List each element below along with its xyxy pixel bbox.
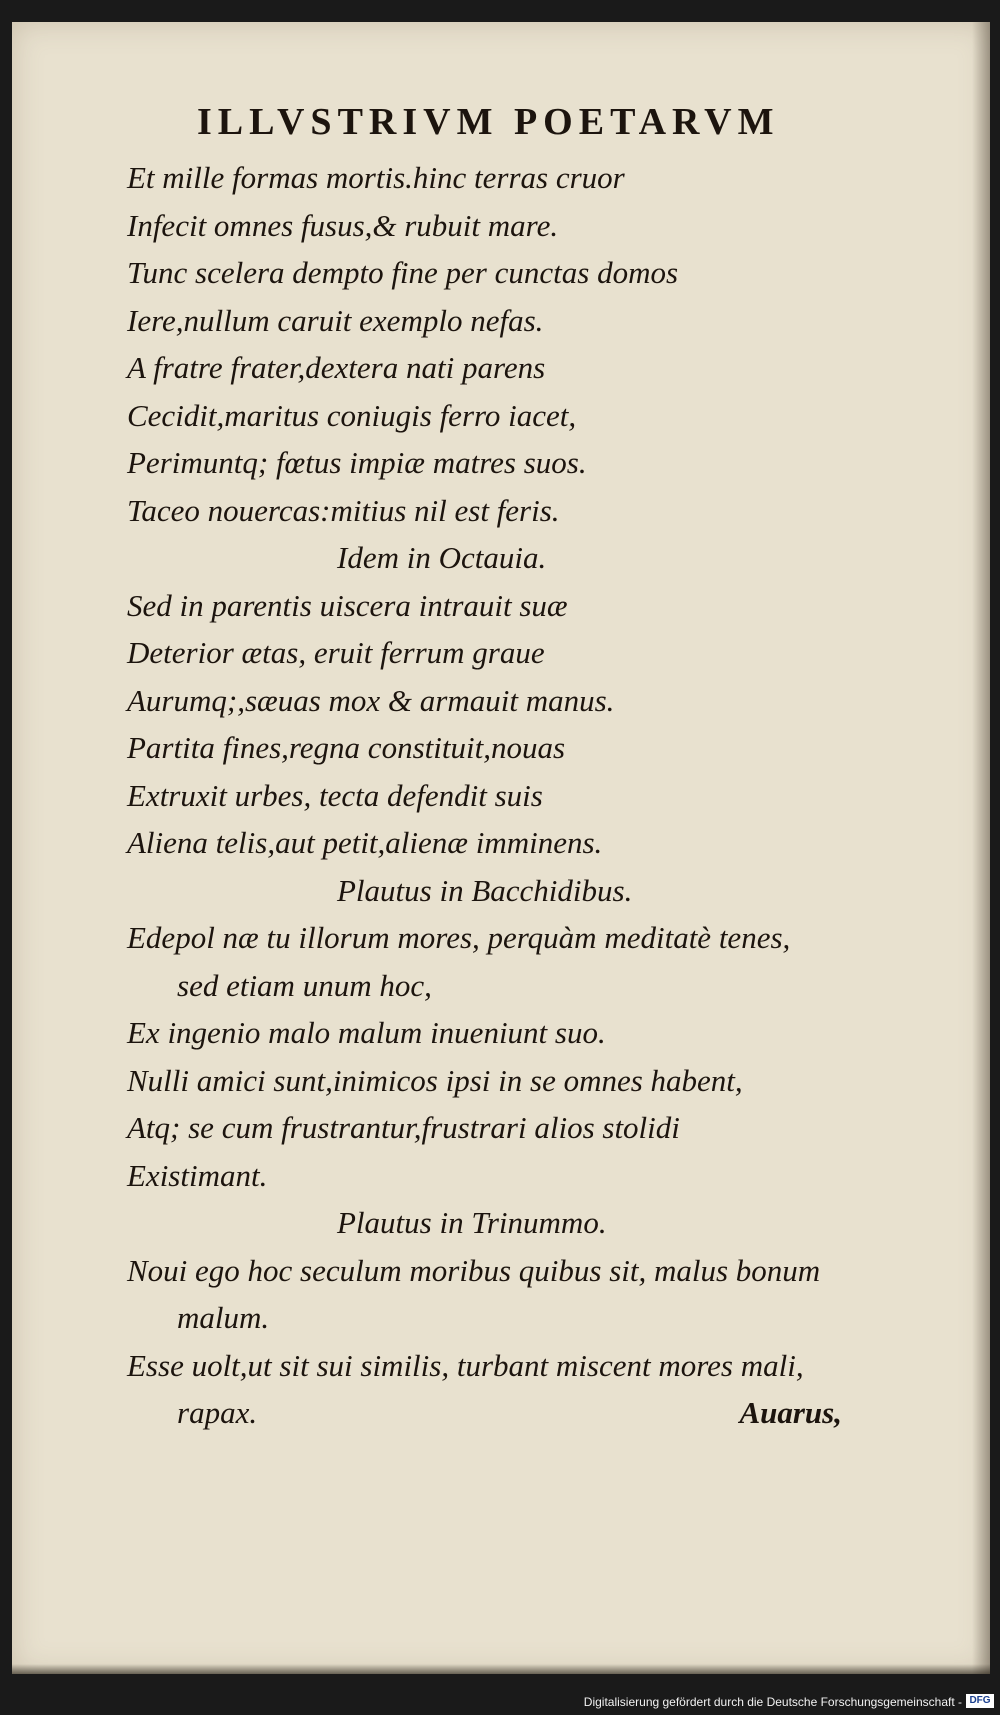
text-line: rapax.	[177, 1395, 258, 1430]
text-line: Ex ingenio malo malum inueniunt suo.	[127, 1015, 606, 1050]
section-heading: Idem in Octauia.	[337, 540, 547, 575]
text-line: Infecit omnes fusus,& rubuit mare.	[127, 207, 559, 243]
running-header: ILLVSTRIVM POETARVM	[197, 101, 780, 143]
poem-text	[127, 154, 947, 1437]
text-line: Perimuntq; fœtus impiæ matres suos.	[127, 445, 587, 480]
text-line: Extruxit urbes, tecta defendit suis	[127, 777, 543, 813]
text-line: Aliena telis,aut petit,alienæ imminens.	[127, 825, 603, 860]
text-line: Atq; se cum frustrantur,frustrari alios stolidi	[127, 1110, 680, 1145]
text-line: Iere,nullum caruit exemplo nefas.	[127, 302, 544, 338]
text-line: Cecidit,maritus coniugis ferro iacet,	[127, 397, 577, 433]
text-line: sed etiam unum hoc,	[177, 967, 432, 1003]
section-heading: Plautus in Trinummo.	[337, 1205, 607, 1240]
text-line: Aurumq;,sæuas mox & armauit manus.	[127, 682, 615, 718]
text-line: Esse uolt,ut sit sui similis, turbant miscent mores mali,	[127, 1347, 804, 1383]
text-line: Sed in parentis uiscera intrauit suæ	[127, 587, 568, 623]
last-line	[127, 1389, 947, 1437]
book-page	[12, 22, 990, 1674]
catchword: Auarus,	[739, 1395, 842, 1430]
text-line: Et mille formas mortis.hinc terras cruor	[127, 160, 625, 195]
text-line: Taceo nouercas:mitius nil est feris.	[127, 492, 560, 528]
text-line: Partita fines,regna constituit,nouas	[127, 730, 566, 765]
text-line: Existimant.	[127, 1157, 268, 1193]
text-line: malum.	[177, 1300, 270, 1335]
text-line: Noui ego hoc seculum moribus quibus sit, malus bonum	[127, 1252, 821, 1288]
page-bottom-shadow	[12, 1664, 990, 1674]
text-line: A fratre frater,dextera nati parens	[127, 350, 546, 385]
footer-credit: Digitalisierung gefördert durch die Deutsche Forschungsgemeinschaft -	[583, 1695, 962, 1709]
text-line: Edepol næ tu illorum mores, perquàm meditatè tenes,	[127, 920, 791, 955]
text-line: Nulli amici sunt,inimicos ipsi in se omnes habent,	[127, 1062, 743, 1098]
text-line: Deterior ætas, eruit ferrum graue	[127, 635, 545, 670]
dfg-logo: DFG	[966, 1694, 994, 1708]
section-heading: Plautus in Bacchidibus.	[337, 872, 633, 908]
page-edge-shadow	[972, 22, 990, 1674]
digitization-footer	[0, 1692, 1000, 1712]
text-line: Tunc scelera dempto fine per cunctas domos	[127, 255, 679, 290]
